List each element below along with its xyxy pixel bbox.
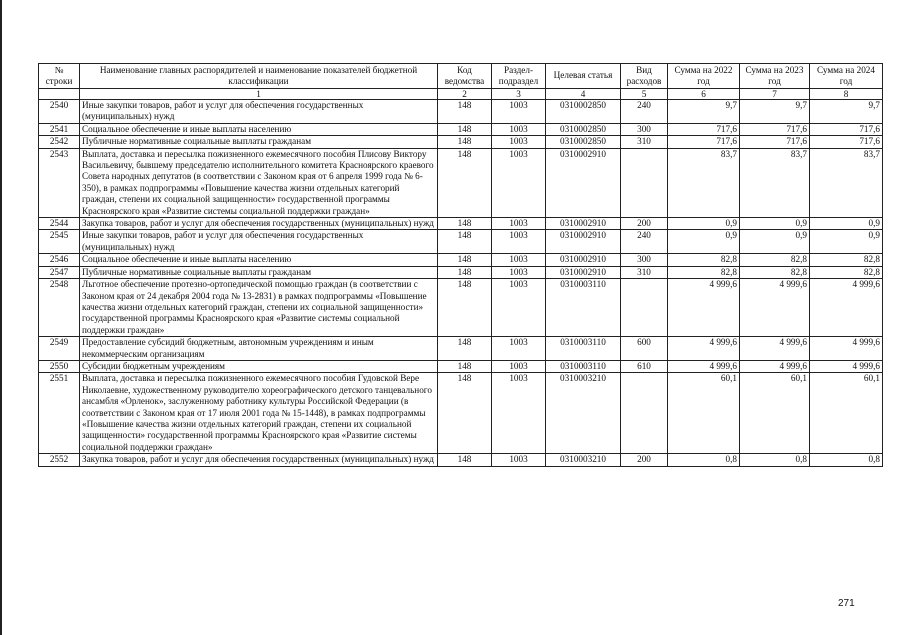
cell-expense-type: 200 <box>621 218 668 230</box>
cell-dept-code: 148 <box>438 279 492 337</box>
cell-expense-type: 310 <box>621 136 668 148</box>
cell-target: 0310003110 <box>546 337 621 361</box>
cell-sum-2022: 82,8 <box>668 266 740 278</box>
cell-dept-code: 148 <box>438 373 492 454</box>
column-number: 7 <box>740 89 810 100</box>
cell-expense-type: 610 <box>621 360 668 372</box>
cell-sum-2024: 82,8 <box>810 254 883 266</box>
cell-name: Публичные нормативные социальные выплаты гражданам <box>80 266 438 278</box>
cell-section: 1003 <box>492 218 546 230</box>
cell-row-no: 2550 <box>39 360 80 372</box>
cell-section: 1003 <box>492 266 546 278</box>
cell-target: 0310003110 <box>546 279 621 337</box>
cell-target: 0310002910 <box>546 254 621 266</box>
header-sum-2024: Сумма на 2024 год <box>810 64 883 89</box>
cell-sum-2022: 9,7 <box>668 100 740 124</box>
cell-sum-2024: 717,6 <box>810 123 883 135</box>
cell-sum-2024: 0,9 <box>810 218 883 230</box>
cell-row-no: 2545 <box>39 230 80 254</box>
table-row <box>39 136 883 148</box>
cell-target: 0310002910 <box>546 148 621 217</box>
cell-sum-2024: 4 999,6 <box>810 360 883 372</box>
cell-sum-2024: 60,1 <box>810 373 883 454</box>
cell-sum-2022: 0,8 <box>668 454 740 466</box>
column-number: 2 <box>438 89 492 100</box>
cell-sum-2022: 4 999,6 <box>668 279 740 337</box>
header-name: Наименование главных распорядителей и наименование показателей бюджетной классификации <box>80 64 438 89</box>
cell-row-no: 2547 <box>39 266 80 278</box>
cell-row-no: 2543 <box>39 148 80 217</box>
cell-section: 1003 <box>492 100 546 124</box>
cell-row-no: 2544 <box>39 218 80 230</box>
cell-dept-code: 148 <box>438 266 492 278</box>
column-number <box>39 89 80 100</box>
cell-section: 1003 <box>492 279 546 337</box>
cell-sum-2023: 0,8 <box>740 454 810 466</box>
cell-section: 1003 <box>492 337 546 361</box>
cell-sum-2022: 4 999,6 <box>668 337 740 361</box>
table-row <box>39 218 883 230</box>
cell-row-no: 2552 <box>39 454 80 466</box>
cell-sum-2024: 82,8 <box>810 266 883 278</box>
cell-sum-2022: 83,7 <box>668 148 740 217</box>
cell-expense-type: 240 <box>621 100 668 124</box>
cell-sum-2024: 4 999,6 <box>810 279 883 337</box>
cell-target: 0310002850 <box>546 100 621 124</box>
page-edge-line <box>0 0 2 635</box>
cell-sum-2022: 0,9 <box>668 230 740 254</box>
table-header <box>39 64 883 100</box>
cell-expense-type: 600 <box>621 337 668 361</box>
cell-sum-2022: 717,6 <box>668 123 740 135</box>
cell-sum-2023: 4 999,6 <box>740 360 810 372</box>
cell-sum-2023: 9,7 <box>740 100 810 124</box>
table-row <box>39 454 883 466</box>
cell-sum-2023: 83,7 <box>740 148 810 217</box>
cell-section: 1003 <box>492 136 546 148</box>
cell-target: 0310002850 <box>546 136 621 148</box>
cell-section: 1003 <box>492 360 546 372</box>
cell-sum-2022: 4 999,6 <box>668 360 740 372</box>
cell-section: 1003 <box>492 454 546 466</box>
page-number: 271 <box>838 598 855 609</box>
cell-name: Социальное обеспечение и иные выплаты населению <box>80 123 438 135</box>
cell-section: 1003 <box>492 123 546 135</box>
cell-expense-type <box>621 148 668 217</box>
cell-expense-type: 300 <box>621 254 668 266</box>
cell-name: Выплата, доставка и пересылка пожизненного ежемесячного пособия Плисову Виктору Васильевичу, бывшему председателю исполнительного комитета Красноярского краевого Совета народных депутатов (в соответствии с Законом края от 6 апреля 1999 года № 6-350), в рамках подпрограммы «Повышение качества жизни отдельных категорий граждан, степени их социальной защищенности» государственной программы Красноярского края «Развитие системы социальной поддержки граждан» <box>80 148 438 217</box>
cell-name: Льготное обеспечение протезно-ортопедической помощью граждан (в соответствии с Законом края от 24 декабря 2004 года № 13-2831) в рамках подпрограммы «Повышение качества жизни отдельных категорий граждан, степени их социальной защищенности» государственной программы Красноярского края «Развитие системы социальной поддержки граждан» <box>80 279 438 337</box>
table-body <box>39 100 883 467</box>
table-row <box>39 373 883 454</box>
cell-section: 1003 <box>492 373 546 454</box>
cell-sum-2024: 0,9 <box>810 230 883 254</box>
cell-dept-code: 148 <box>438 230 492 254</box>
cell-target: 0310003210 <box>546 373 621 454</box>
table-row <box>39 266 883 278</box>
cell-sum-2024: 717,6 <box>810 136 883 148</box>
cell-row-no: 2546 <box>39 254 80 266</box>
cell-target: 0310002850 <box>546 123 621 135</box>
cell-sum-2023: 60,1 <box>740 373 810 454</box>
cell-row-no: 2548 <box>39 279 80 337</box>
cell-name: Социальное обеспечение и иные выплаты населению <box>80 254 438 266</box>
cell-expense-type <box>621 373 668 454</box>
table-row <box>39 254 883 266</box>
cell-target: 0310002910 <box>546 218 621 230</box>
cell-sum-2023: 4 999,6 <box>740 337 810 361</box>
column-number: 4 <box>546 89 621 100</box>
header-sum-2022: Сумма на 2022 год <box>668 64 740 89</box>
cell-expense-type: 310 <box>621 266 668 278</box>
cell-dept-code: 148 <box>438 148 492 217</box>
cell-row-no: 2542 <box>39 136 80 148</box>
cell-name: Иные закупки товаров, работ и услуг для обеспечения государственных (муниципальных) нужд <box>80 230 438 254</box>
cell-name: Предоставление субсидий бюджетным, автономным учреждениям и иным некоммерческим организациям <box>80 337 438 361</box>
cell-sum-2022: 60,1 <box>668 373 740 454</box>
table-row <box>39 337 883 361</box>
table-row <box>39 148 883 217</box>
cell-expense-type: 240 <box>621 230 668 254</box>
cell-target: 0310003210 <box>546 454 621 466</box>
cell-sum-2023: 0,9 <box>740 230 810 254</box>
column-number: 6 <box>668 89 740 100</box>
header-row <box>39 64 883 89</box>
cell-sum-2023: 717,6 <box>740 123 810 135</box>
cell-name: Субсидии бюджетным учреждениям <box>80 360 438 372</box>
cell-dept-code: 148 <box>438 136 492 148</box>
cell-target: 0310002910 <box>546 230 621 254</box>
cell-sum-2022: 82,8 <box>668 254 740 266</box>
header-sum-2023: Сумма на 2023 год <box>740 64 810 89</box>
column-number: 1 <box>80 89 438 100</box>
cell-name: Публичные нормативные социальные выплаты гражданам <box>80 136 438 148</box>
cell-row-no: 2541 <box>39 123 80 135</box>
cell-dept-code: 148 <box>438 218 492 230</box>
cell-section: 1003 <box>492 148 546 217</box>
table-row <box>39 279 883 337</box>
cell-sum-2024: 4 999,6 <box>810 337 883 361</box>
cell-row-no: 2549 <box>39 337 80 361</box>
cell-row-no: 2551 <box>39 373 80 454</box>
cell-sum-2024: 83,7 <box>810 148 883 217</box>
cell-sum-2023: 0,9 <box>740 218 810 230</box>
cell-name: Выплата, доставка и пересылка пожизненного ежемесячного пособия Гудовской Вере Николаевне, художественному руководителю хореографического детского танцевального ансамбля «Орленок», заслуженному работнику культуры Российской Федерации (в соответствии с Законом края от 17 июля 2001 года № 15-1448), в рамках подпрограммы «Повышение качества жизни отдельных категорий граждан, степени их социальной защищенности» государственной программы Красноярского края «Развитие системы социальной поддержки граждан» <box>80 373 438 454</box>
cell-target: 0310002910 <box>546 266 621 278</box>
column-number: 3 <box>492 89 546 100</box>
cell-dept-code: 148 <box>438 254 492 266</box>
table-row <box>39 360 883 372</box>
cell-sum-2024: 0,8 <box>810 454 883 466</box>
cell-expense-type <box>621 279 668 337</box>
table-row <box>39 230 883 254</box>
cell-name: Закупка товаров, работ и услуг для обеспечения государственных (муниципальных) нужд <box>80 218 438 230</box>
cell-sum-2022: 717,6 <box>668 136 740 148</box>
cell-sum-2024: 9,7 <box>810 100 883 124</box>
cell-dept-code: 148 <box>438 123 492 135</box>
table-row <box>39 123 883 135</box>
cell-sum-2023: 82,8 <box>740 266 810 278</box>
column-number-row <box>39 89 883 100</box>
cell-target: 0310003110 <box>546 360 621 372</box>
cell-name: Закупка товаров, работ и услуг для обеспечения государственных (муниципальных) нужд <box>80 454 438 466</box>
header-row-no: № строки <box>39 64 80 89</box>
cell-dept-code: 148 <box>438 337 492 361</box>
cell-expense-type: 200 <box>621 454 668 466</box>
cell-dept-code: 148 <box>438 100 492 124</box>
cell-sum-2023: 4 999,6 <box>740 279 810 337</box>
cell-section: 1003 <box>492 230 546 254</box>
header-section: Раздел-подраздел <box>492 64 546 89</box>
cell-section: 1003 <box>492 254 546 266</box>
column-number: 8 <box>810 89 883 100</box>
cell-dept-code: 148 <box>438 360 492 372</box>
cell-sum-2023: 717,6 <box>740 136 810 148</box>
header-target: Целевая статья <box>546 64 621 89</box>
cell-row-no: 2540 <box>39 100 80 124</box>
budget-table <box>38 63 883 467</box>
column-number: 5 <box>621 89 668 100</box>
table-row <box>39 100 883 124</box>
cell-dept-code: 148 <box>438 454 492 466</box>
header-dept-code: Код ведомства <box>438 64 492 89</box>
header-expense-type: Вид расходов <box>621 64 668 89</box>
cell-name: Иные закупки товаров, работ и услуг для обеспечения государственных (муниципальных) нужд <box>80 100 438 124</box>
cell-sum-2022: 0,9 <box>668 218 740 230</box>
cell-expense-type: 300 <box>621 123 668 135</box>
cell-sum-2023: 82,8 <box>740 254 810 266</box>
